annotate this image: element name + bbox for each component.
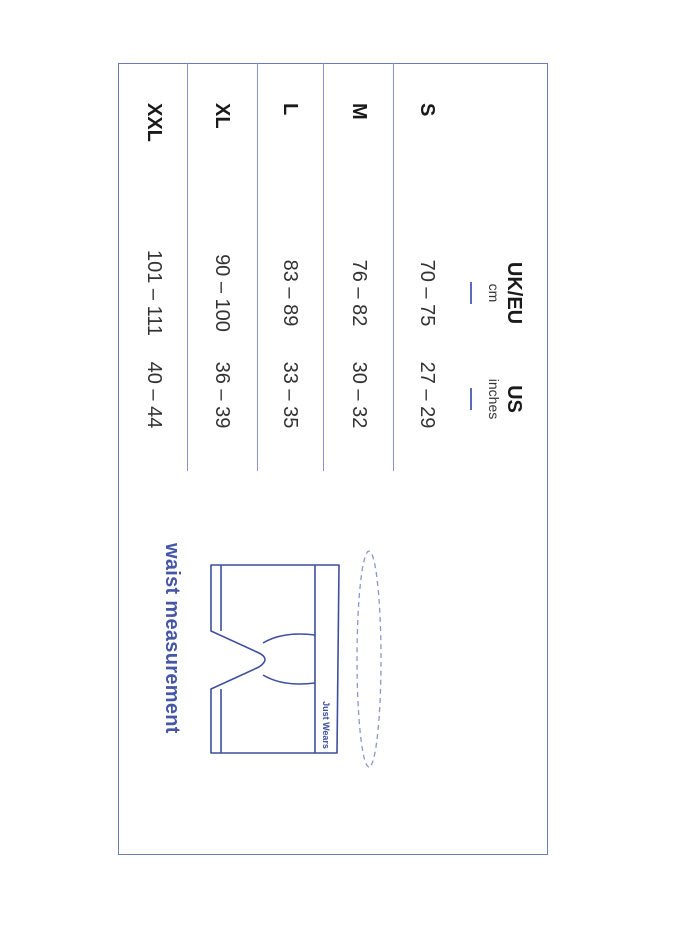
inches-range: 40 – 44 bbox=[143, 361, 166, 429]
us-marker bbox=[470, 388, 472, 410]
inches-range: 36 – 39 bbox=[211, 361, 234, 429]
uk-eu-label: UK/EU bbox=[503, 261, 525, 325]
table-row bbox=[120, 63, 188, 855]
waist-measurement-caption: waist measurement bbox=[161, 543, 183, 734]
inches-range: 33 – 35 bbox=[279, 361, 302, 429]
cm-unit-label: cm bbox=[486, 283, 502, 303]
uk-eu-header bbox=[470, 263, 525, 323]
pouch-seam bbox=[263, 675, 315, 684]
table-row bbox=[393, 63, 461, 855]
pouch-seam bbox=[263, 634, 315, 643]
measurement-loop bbox=[357, 551, 381, 767]
size-label: XL bbox=[211, 103, 234, 129]
cm-range: 90 – 100 bbox=[211, 254, 234, 332]
uk-eu-marker bbox=[470, 282, 472, 304]
inches-unit-label: inches bbox=[486, 378, 502, 420]
cm-range: 76 – 82 bbox=[348, 259, 371, 327]
us-label: US bbox=[503, 385, 525, 413]
brand-mark: Just Wears bbox=[321, 701, 331, 749]
size-label: M bbox=[348, 103, 371, 120]
briefs-body bbox=[211, 565, 315, 753]
us-header bbox=[470, 369, 525, 429]
size-label: L bbox=[279, 103, 302, 116]
size-chart-content bbox=[118, 63, 549, 855]
cm-range: 70 – 75 bbox=[416, 259, 439, 327]
size-label: S bbox=[416, 103, 439, 117]
cm-range: 101 – 111 bbox=[143, 249, 166, 336]
size-label: XXL bbox=[143, 103, 166, 142]
cm-range: 83 – 89 bbox=[279, 259, 302, 327]
boxer-briefs-illustration bbox=[199, 535, 399, 775]
inches-range: 30 – 32 bbox=[348, 361, 371, 429]
inches-range: 27 – 29 bbox=[416, 361, 439, 429]
